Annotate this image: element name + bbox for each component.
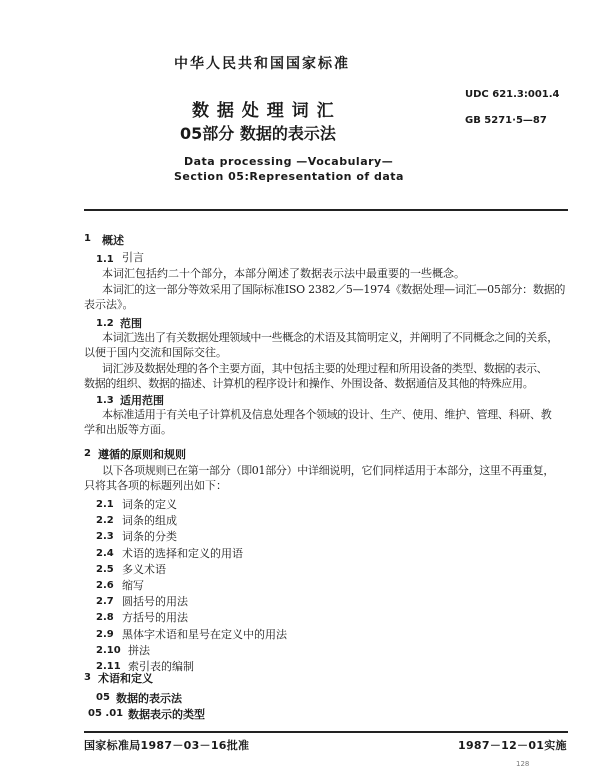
rule-item-label: 词条的组成 [122, 514, 177, 527]
paragraph: 只将其各项的标题列出如下： [84, 479, 227, 492]
rule-item-number: 2.1 [96, 499, 114, 510]
rule-item-number: 2.11 [96, 661, 121, 672]
rule-item-number: 2.9 [96, 629, 114, 640]
rule-item-label: 圆括号的用法 [122, 595, 188, 608]
paragraph: 本词汇选出了有关数据处理领域中一些概念的术语及其简明定义，并阐明了不同概念之间的关系， [102, 331, 558, 344]
section-1-3-number: 1.3 [96, 395, 114, 406]
section-1-1-title: 引言 [122, 251, 144, 264]
header-divider [84, 209, 568, 211]
approval-date: 国家标准局1987－03－16批准 [84, 739, 250, 752]
rule-item-number: 2.2 [96, 515, 114, 526]
rule-item-label: 方括号的用法 [122, 611, 188, 624]
org-title: 中华人民共和国国家标准 [174, 56, 350, 72]
section-1-number: 1 [84, 233, 91, 244]
paragraph: 本词汇包括约二十个部分，本部分阐述了数据表示法中最重要的一些概念。 [102, 267, 465, 280]
paragraph: 学和出版等方面。 [84, 423, 172, 436]
section-1-2-title: 范围 [120, 317, 142, 330]
rule-item-label: 术语的选择和定义的用语 [122, 547, 243, 560]
section-2-number: 2 [84, 448, 91, 459]
rule-item-number: 2.8 [96, 612, 114, 623]
rule-item-number: 2.4 [96, 548, 114, 559]
rule-item-label: 多义术语 [122, 563, 166, 576]
paragraph: 数据的组织、数据的描述、计算机的程序设计和操作、外围设备、数据通信及其他的特殊应用。 [84, 377, 534, 390]
rule-item-label: 词条的定义 [122, 498, 177, 511]
paragraph: 以下各项规则已在第一部分（即01部分）中详细说明，它们同样适用于本部分，这里不再重复， [102, 464, 555, 477]
page-number: 128 [516, 760, 530, 768]
doc-subtitle-cn: 05部分 数据的表示法 [180, 124, 336, 143]
rule-item-number: 2.6 [96, 580, 114, 591]
effective-date: 1987－12－01实施 [458, 739, 567, 752]
rule-item-label: 拼法 [128, 644, 150, 657]
section-05-title: 数据的表示法 [116, 692, 182, 705]
paragraph: 以便于国内交流和国际交往。 [84, 346, 227, 359]
paragraph: 本标准适用于有关电子计算机及信息处理各个领域的设计、生产、使用、维护、管理、科研、教 [102, 408, 552, 421]
paragraph: 词汇涉及数据处理的各个主要方面，其中包括主要的处理过程和所用设备的类型、数据的表示、 [102, 362, 548, 375]
section-3-number: 3 [84, 672, 91, 683]
doc-subtitle-en: Section 05:Representation of data [174, 170, 404, 183]
section-1-title: 概述 [102, 234, 124, 247]
section-05-01-title: 数据表示的类型 [128, 708, 205, 721]
rule-item-number: 2.5 [96, 564, 114, 575]
paragraph: 表示法》。 [84, 298, 134, 311]
udc-code: UDC 621.3:001.4 [465, 89, 560, 100]
footer-divider [84, 731, 568, 733]
section-1-1-number: 1.1 [96, 254, 114, 265]
doc-title-en: Data processing —Vocabulary— [184, 155, 394, 168]
rule-item-label: 黑体字术语和星号在定义中的用法 [122, 628, 287, 641]
rule-item-number: 2.7 [96, 596, 114, 607]
section-05-01-number: 05 .01 [88, 708, 124, 719]
rule-item-number: 2.10 [96, 645, 121, 656]
doc-title-cn: 数 据 处 理 词 汇 [192, 101, 335, 121]
rule-item-number: 2.3 [96, 531, 114, 542]
section-2-title: 遵循的原则和规则 [98, 448, 186, 461]
rule-item-label: 索引表的编制 [128, 660, 194, 673]
section-1-2-number: 1.2 [96, 318, 114, 329]
section-3-title: 术语和定义 [98, 672, 153, 685]
gb-number: GB 5271·5—87 [465, 115, 547, 126]
paragraph: 本词汇的这一部分等效采用了国际标准ISO 2382／5—1974《数据处理—词汇—05部分：数据的 [102, 283, 566, 296]
section-1-3-title: 适用范围 [120, 394, 164, 407]
rule-item-label: 词条的分类 [122, 530, 177, 543]
rule-item-label: 缩写 [122, 579, 144, 592]
section-05-number: 05 [96, 692, 110, 703]
